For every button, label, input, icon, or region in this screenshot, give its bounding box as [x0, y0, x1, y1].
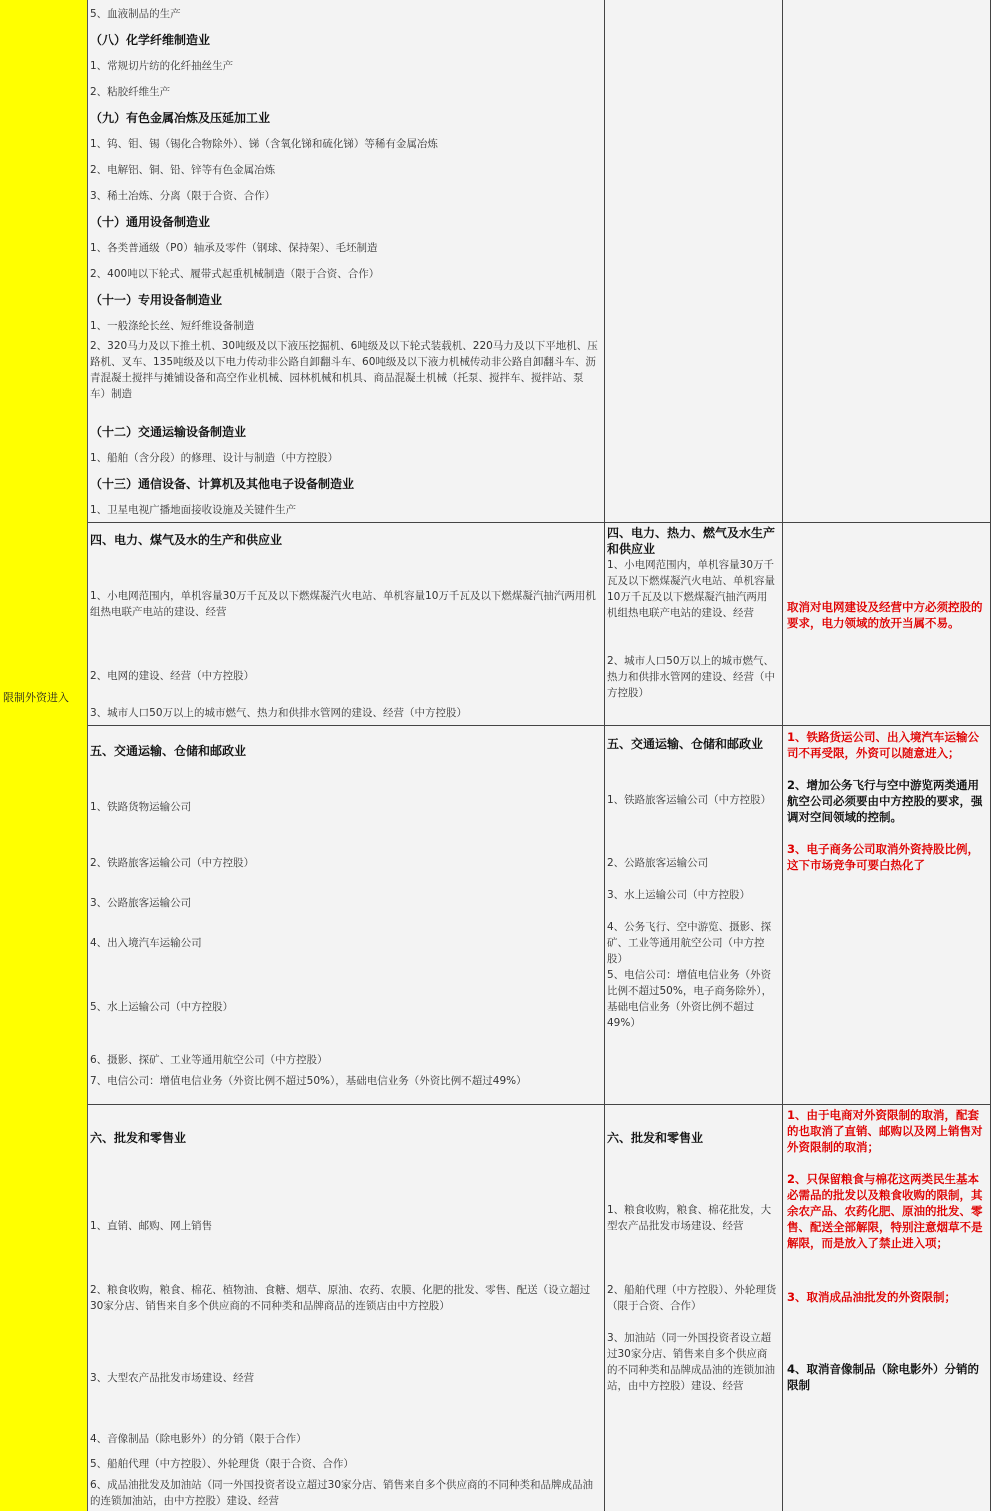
section-heading: （十二）交通运输设备制造业 [90, 425, 247, 439]
text-line: 7、电信公司：增值电信业务（外资比例不超过50%），基础电信业务（外资比例不超过49%） [90, 1075, 527, 1087]
text-line: 5、船舶代理（中方控股）、外轮理货（限于合资、合作） [90, 1458, 354, 1470]
cell-retail-note[interactable] [783, 1105, 991, 1511]
text-line: 1、卫星电视广播地面接收设施及关键件生产 [90, 504, 297, 516]
text-line: 3、城市人口50万以上的城市燃气、热力和供排水管网的建设、经营（中方控股） [90, 707, 468, 719]
text-line: 1、铁路货物运输公司 [90, 801, 192, 813]
cell-transport-note[interactable] [783, 726, 991, 1105]
section-heading: 四、电力、煤气及水的生产和供应业 [90, 533, 283, 547]
section-heading: 五、交通运输、仓储和邮政业 [607, 737, 764, 751]
text-line: 5、电信公司：增值电信业务（外资比例不超过50%，电子商务除外），基础电信业务（外资比例不超过49%） [607, 969, 773, 1029]
text-line: 2、粘胶纤维生产 [90, 86, 171, 98]
text-line: 1、直销、邮购、网上销售 [90, 1220, 213, 1232]
text-line: 1、铁路旅客运输公司（中方控股） [607, 794, 772, 806]
text-line: 5、水上运输公司（中方控股） [90, 1001, 234, 1013]
note-text: 2、只保留粮食与棉花这两类民生基本必需品的批发以及粮食收购的限制，其余农产品、农药化肥、原油的批发、零售、配送全部解限，特别注意烟草不是解限，而是放入了禁止进入项； [787, 1172, 983, 1250]
text-line: 3、大型农产品批发市场建设、经营 [90, 1372, 255, 1384]
section-heading: （十三）通信设备、计算机及其他电子设备制造业 [90, 477, 355, 491]
note-text: 4、取消音像制品（除电影外）分销的限制 [787, 1362, 979, 1392]
text-line: 4、公务飞行、空中游览、摄影、探矿、工业等通用航空公司（中方控股） [607, 921, 772, 965]
section-heading: 五、交通运输、仓储和邮政业 [90, 744, 247, 758]
text-line: 1、钨、钼、锡（锡化合物除外）、锑（含氧化锑和硫化锑）等稀有金属冶炼 [90, 138, 438, 150]
text-line: 2、公路旅客运输公司 [607, 857, 709, 869]
text-line: 1、常规切片纺的化纤抽丝生产 [90, 60, 234, 72]
note-text: 3、电子商务公司取消外资持股比例，这下市场竞争可要白热化了 [787, 842, 979, 872]
text-line: 2、船舶代理（中方控股）、外轮理货（限于合资、合作） [607, 1284, 777, 1312]
note-text: 2、增加公务飞行与空中游览两类通用航空公司必须要由中方控股的要求，强调对空间领域的控制。 [787, 778, 983, 824]
category-label: 限制外资进入 [3, 691, 69, 704]
text-line: 2、电网的建设、经营（中方控股） [90, 670, 255, 682]
note-text: 1、由于电商对外资限制的取消，配套的也取消了直销、邮购以及网上销售对外资限制的取消； [787, 1108, 983, 1154]
section-heading: （十一）专用设备制造业 [90, 293, 223, 307]
section-heading: （十）通用设备制造业 [90, 215, 211, 229]
text-line: 6、成品油批发及加油站（同一外国投资者设立超过30家分店、销售来自多个供应商的不同种类和品牌成品油的连锁加油站，由中方控股）建设、经营 [90, 1479, 594, 1507]
cell-power-left[interactable] [88, 523, 605, 726]
text-line: 4、出入境汽车运输公司 [90, 937, 202, 949]
cell-top-left[interactable] [88, 0, 605, 523]
text-line: 3、公路旅客运输公司 [90, 897, 192, 909]
text-line: 1、各类普通级（P0）轴承及零件（钢球、保持架）、毛坯制造 [90, 242, 378, 254]
text-line: 2、320马力及以下推土机、30吨级及以下液压挖掘机、6吨级及以下轮式装载机、220马力及以下平地机、压路机、叉车、135吨级及以下电力传动非公路自卸翻斗车、60吨级及以下液力机械传动非公路自卸翻斗车、沥青混凝土搅拌与摊铺设备和高空作业机械、园林机械和机具、商品混凝土机械（托泵、搅拌车、搅拌站、泵车）制造 [90, 340, 598, 400]
section-heading: （九）有色金属冶炼及压延加工业 [90, 111, 271, 125]
cell-retail-mid[interactable] [605, 1105, 783, 1511]
cell-top-note[interactable] [783, 0, 991, 523]
cell-transport-mid[interactable] [605, 726, 783, 1105]
note-text: 3、取消成品油批发的外资限制； [787, 1290, 956, 1304]
text-line: 5、血液制品的生产 [90, 8, 181, 20]
text-line: 3、稀土冶炼、分离（限于合资、合作） [90, 190, 276, 202]
section-heading: 六、批发和零售业 [607, 1131, 704, 1145]
text-line: 2、城市人口50万以上的城市燃气、热力和供排水管网的建设、经营（中方控股） [607, 655, 775, 699]
text-line: 1、粮食收购，粮食、棉花批发，大型农产品批发市场建设、经营 [607, 1204, 772, 1232]
cell-power-note[interactable] [783, 523, 991, 726]
text-line: 3、加油站（同一外国投资者设立超过30家分店、销售来自多个供应商的不同种类和品牌成品油的连锁加油站，由中方控股）建设、经营 [607, 1332, 775, 1392]
section-heading: （八）化学纤维制造业 [90, 33, 211, 47]
text-line: 4、音像制品（除电影外）的分销（限于合作） [90, 1433, 307, 1445]
text-line: 2、400吨以下轮式、履带式起重机械制造（限于合资、合作） [90, 268, 380, 280]
text-line: 1、一般涤纶长丝、短纤维设备制造 [90, 320, 255, 332]
section-heading: 六、批发和零售业 [90, 1131, 187, 1145]
text-line: 2、铁路旅客运输公司（中方控股） [90, 857, 255, 869]
text-line: 1、船舶（含分段）的修理、设计与制造（中方控股） [90, 452, 339, 464]
text-line: 3、水上运输公司（中方控股） [607, 889, 751, 901]
text-line: 2、电解铝、铜、铅、锌等有色金属冶炼 [90, 164, 276, 176]
text-line: 1、小电网范围内，单机容量30万千瓦及以下燃煤凝汽火电站、单机容量10万千瓦及以下燃煤凝汽抽汽两用机组热电联产电站的建设、经营 [607, 559, 775, 619]
cell-retail-left[interactable] [88, 1105, 605, 1511]
note-text: 1、铁路货运公司、出入境汽车运输公司不再受限，外资可以随意进入； [787, 730, 979, 760]
section-heading: 四、电力、热力、燃气及水生产和供应业 [607, 526, 776, 556]
cell-power-mid[interactable] [605, 523, 783, 726]
category-column [0, 0, 88, 1511]
cell-transport-left[interactable] [88, 726, 605, 1105]
note-text: 取消对电网建设及经营中方必须控股的要求，电力领域的放开当属不易。 [787, 600, 983, 630]
text-line: 6、摄影、探矿、工业等通用航空公司（中方控股） [90, 1054, 328, 1066]
text-line: 1、小电网范围内，单机容量30万千瓦及以下燃煤凝汽火电站、单机容量10万千瓦及以下燃煤凝汽抽汽两用机组热电联产电站的建设、经营 [90, 590, 596, 618]
text-line: 2、粮食收购，粮食、棉花、植物油、食糖、烟草、原油、农药、农膜、化肥的批发、零售、配送（设立超过30家分店、销售来自多个供应商的不同种类和品牌商品的连锁店由中方控股） [90, 1284, 591, 1312]
cell-top-mid[interactable] [605, 0, 783, 523]
